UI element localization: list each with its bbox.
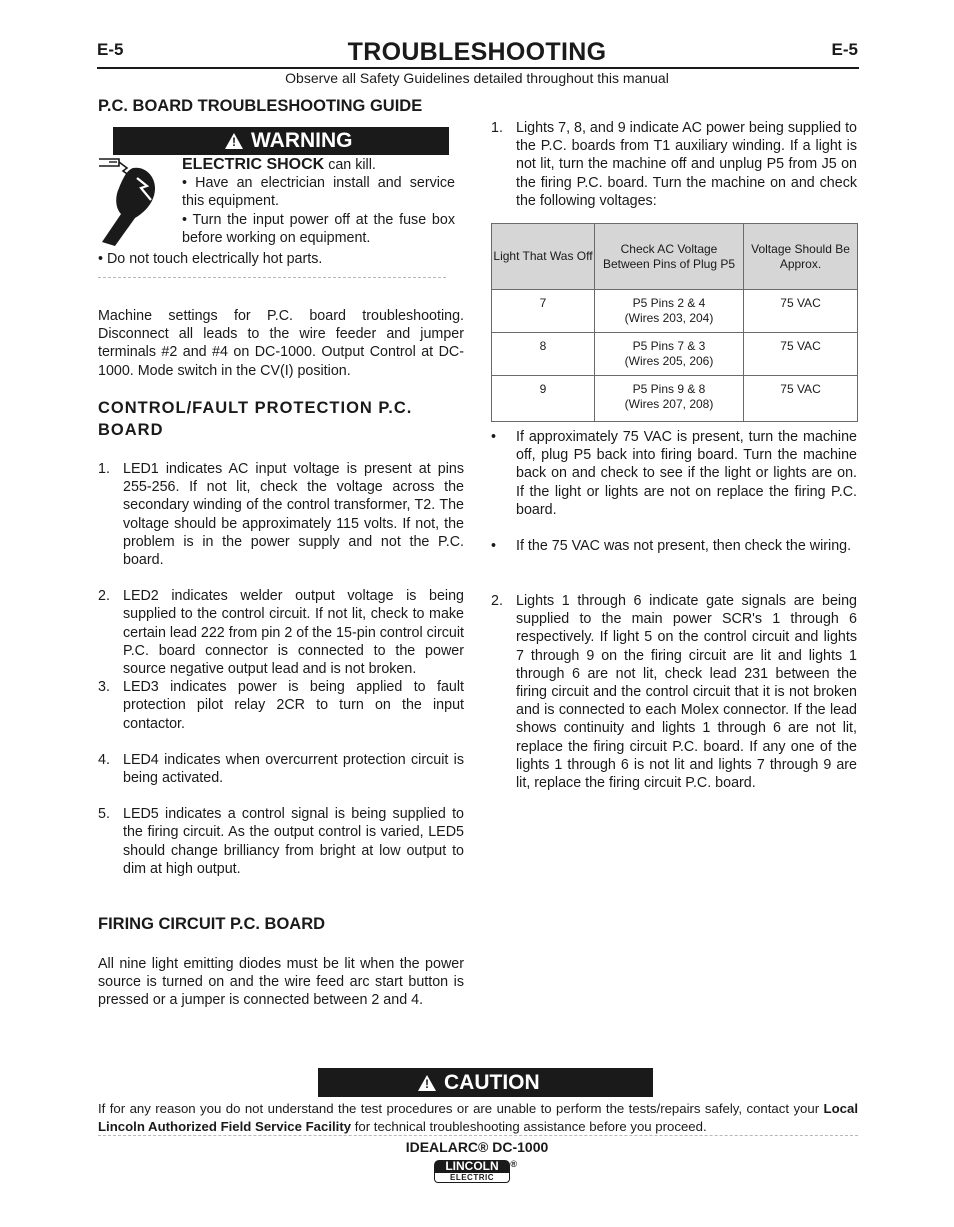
list-item: 1. LED1 indicates AC input voltage is present at pins 255-256. If not lit, check the voltage across the secondary winding of the control transformer, T2. The voltage should be approximately 115 volts. If not, the problem is in the power supply and not the P.C. board. xyxy=(98,461,464,569)
logo-registered-mark: ® xyxy=(510,1159,517,1169)
voltage-cell: 75 VAC xyxy=(744,376,858,422)
lincoln-electric-logo xyxy=(434,1159,517,1183)
list-item: • If the 75 VAC was not present, then check the wiring. xyxy=(491,538,852,555)
column-header: Voltage Should Be Approx. xyxy=(744,224,858,290)
warning-label: WARNING xyxy=(251,129,353,152)
firing-board-heading: FIRING CIRCUIT P.C. BOARD xyxy=(98,915,326,933)
list-item: 4. LED4 indicates when overcurrent protection circuit is being activated. xyxy=(98,751,464,787)
page-number-right: E-5 xyxy=(831,40,858,59)
firing-paragraph: All nine light emitting diodes must be lit when the power source is turned on and the wire feed arc start button is pressed or a jumper is connected between 2 and 4. xyxy=(98,956,464,1009)
pins-cell: P5 Pins 9 & 8 (Wires 207, 208) xyxy=(595,376,744,422)
table-row xyxy=(492,376,858,422)
warning-bullet: • Turn the input power off at the fuse box before working on equipment. xyxy=(182,211,455,246)
list-item: 3. LED3 indicates power is being applied to fault protection pilot relay 2CR to turn on the input contactor. xyxy=(98,679,464,732)
caution-banner xyxy=(318,1068,653,1097)
list-item: • If approximately 75 VAC is present, turn the machine off, plug P5 back into firing board. Turn the machine back on and check to see if the light or lights are on. If the light or lights are not on replace the firing P.C. board. xyxy=(491,429,857,518)
safety-subtitle: Observe all Safety Guidelines detailed throughout this manual xyxy=(285,70,669,86)
warning-bullet: • Do not touch electrically hot parts. xyxy=(98,251,323,267)
column-header: Light That Was Off xyxy=(492,224,595,290)
control-board-heading: CONTROL/FAULT PROTECTION P.C. BOARD xyxy=(98,399,413,439)
table-row xyxy=(492,290,858,333)
led-list xyxy=(98,460,464,878)
logo-bottom-text: ELECTRIC xyxy=(434,1173,510,1183)
light-cell: 9 xyxy=(492,376,595,422)
caution-text: If for any reason you do not understand the test procedures or are unable to perform the tests/repairs safely, contact your Local Lincoln Authorized Field Service Facility for technical troubleshooting assistance before you proceed. xyxy=(98,1101,858,1134)
voltage-table xyxy=(491,223,858,422)
pins-cell: P5 Pins 2 & 4 (Wires 203, 204) xyxy=(595,290,744,333)
voltage-cell: 75 VAC xyxy=(744,333,858,376)
voltage-bullets xyxy=(491,428,857,555)
light-cell: 7 xyxy=(492,290,595,333)
warning-banner xyxy=(113,127,449,155)
electric-shock-icon xyxy=(97,156,163,250)
page-title: TROUBLESHOOTING xyxy=(347,38,607,66)
shock-heading: ELECTRIC SHOCK xyxy=(182,156,325,173)
table-header-row xyxy=(492,224,858,290)
warning-divider xyxy=(98,277,446,278)
caution-label: CAUTION xyxy=(444,1070,540,1094)
lights-item-1 xyxy=(491,119,857,210)
list-item: 1. Lights 7, 8, and 9 indicate AC power being supplied to the P.C. boards from T1 auxiliary winding. If a light is not lit, turn the machine off and unplug P5 from J5 on the firing P.C. board. Turn the machine on and check the following voltages: xyxy=(491,120,857,209)
footer-divider xyxy=(98,1135,858,1136)
column-header: Check AC Voltage Between Pins of Plug P5 xyxy=(595,224,744,290)
pins-cell: P5 Pins 7 & 3 (Wires 205, 206) xyxy=(595,333,744,376)
light-cell: 8 xyxy=(492,333,595,376)
warning-bullet: • Have an electrician install and service this equipment. xyxy=(182,175,455,210)
shock-heading-line xyxy=(182,156,455,174)
logo-top-text: LINCOLN xyxy=(445,1159,499,1173)
field-service-facility: Local Lincoln Authorized Field Service Facility xyxy=(98,1101,858,1134)
page-number-left: E-5 xyxy=(97,40,124,59)
header-rule xyxy=(97,67,859,69)
warning-triangle-icon: ! xyxy=(418,1075,436,1091)
machine-settings-paragraph: Machine settings for P.C. board troubleshooting. Disconnect all leads to the wire feeder and jumper terminals #2 and #4 on DC-1000. Output Control at DC-1000. Mode switch in the CV(I) position. xyxy=(98,308,464,379)
section-title: P.C. BOARD TROUBLESHOOTING GUIDE xyxy=(98,97,423,115)
warning-text xyxy=(182,156,455,247)
table-row xyxy=(492,333,858,376)
model-name: IDEALARC® DC-1000 xyxy=(405,1139,549,1155)
warning-triangle-icon: ! xyxy=(225,133,243,149)
list-item: 2. Lights 1 through 6 indicate gate signals are being supplied to the main power SCR's 1 through 6 respectively. If light 5 on the control circuit and lights 7 through 9 on the firing circuit are lit and lights 1 through 6 are not lit, check lead 231 between the firing circuit and the control circuit that it is not broken and is connected to each Molex connector. If the lead shows continuity and lights 1 through 6 are not lit, replace the firing circuit P.C. board. If any one of the lights 1 through 6 is not lit and lights 7 through 9 are lit, replace the firing circuit P.C. board. xyxy=(491,593,857,792)
shock-suffix: can kill. xyxy=(324,157,376,173)
list-item: 2. LED2 indicates welder output voltage is being supplied to the control circuit. If not lit, check to make certain lead 222 from pin 2 of the 15-pin control circuit P.C. board connector is connected to the power source negative output lead and is not broken. xyxy=(98,588,464,678)
list-item: 5. LED5 indicates a control signal is being supplied to the firing circuit. As the output control is varied, LED5 should change brilliancy from bright at low output to dim at high output. xyxy=(98,806,464,877)
lights-item-2 xyxy=(491,592,857,792)
voltage-cell: 75 VAC xyxy=(744,290,858,333)
